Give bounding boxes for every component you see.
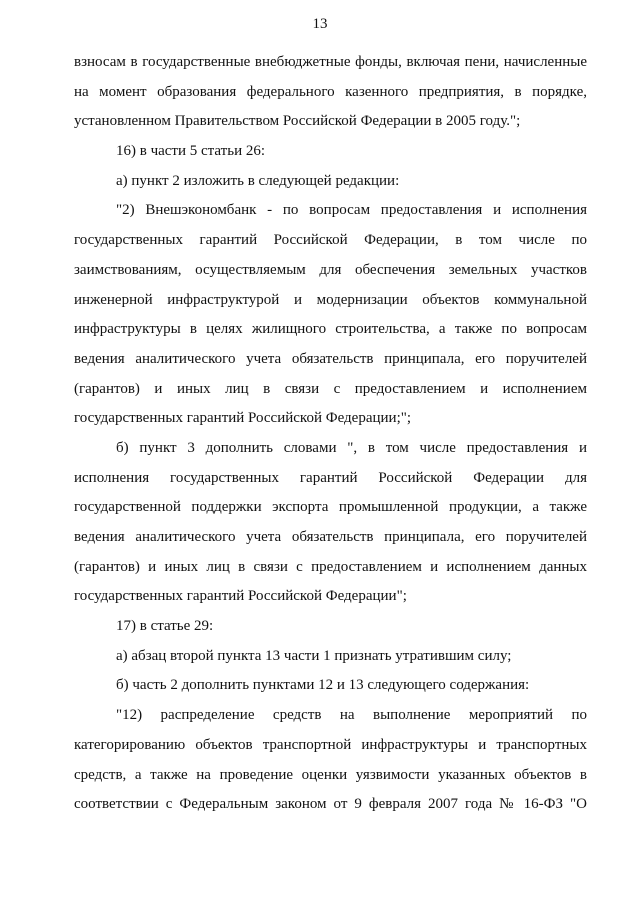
text-line: государственных гарантий Российской Федерации"; xyxy=(74,588,407,605)
text-line: на момент образования федерального казенного предприятия, в порядке, xyxy=(74,83,587,100)
text-line: (гарантов) и иных лиц в связи с предоставлением и исполнением xyxy=(74,380,587,397)
text-line: ведения аналитического учета обязательств принципала, его поручителей xyxy=(74,529,587,545)
text-line: исполнения государственных гарантий Российской Федерации для xyxy=(74,469,587,486)
text-line: б) часть 2 дополнить пунктами 12 и 13 следующего содержания: xyxy=(116,677,530,694)
text-line: взносам в государственные внебюджетные фонды, включая пени, начисленные xyxy=(74,54,587,70)
document-body xyxy=(74,48,587,820)
text-line: инженерной инфраструктурой и модернизации объектов коммунальной xyxy=(74,291,587,308)
text-line: категорированию объектов транспортной инфраструктуры и транспортных xyxy=(74,736,587,753)
text-line: а) пункт 2 изложить в следующей редакции: xyxy=(116,172,400,189)
text-line: установленном Правительством Российской Федерации в 2005 году."; xyxy=(74,113,521,130)
text-line: инфраструктуры в целях жилищного строительства, а также по вопросам xyxy=(74,321,587,338)
text-line: 16) в части 5 статьи 26: xyxy=(116,143,266,160)
text-line: б) пункт 3 дополнить словами ", в том числе предоставления и xyxy=(116,439,587,456)
text-line: (гарантов) и иных лиц в связи с предоставлением и исполнением данных xyxy=(74,558,587,575)
text-line: государственных гарантий Российской Федерации;"; xyxy=(74,410,412,427)
text-line: государственных гарантий Российской Федерации, в том числе по xyxy=(74,232,587,249)
text-line: "12) распределение средств на выполнение мероприятий по xyxy=(116,707,587,724)
text-line: средств, а также на проведение оценки уязвимости указанных объектов в xyxy=(74,766,587,783)
text-line: а) абзац второй пункта 13 части 1 признать утратившим силу; xyxy=(116,647,512,664)
text-line: соответствии с Федеральным законом от 9 февраля 2007 года № 16-ФЗ "О xyxy=(74,796,587,813)
text-line: "2) Внешэкономбанк - по вопросам предоставления и исполнения xyxy=(116,202,587,219)
text-line: государственной поддержки экспорта промышленной продукции, а также xyxy=(74,499,587,516)
text-line: заимствованиям, осуществляемым для обеспечения земельных участков xyxy=(74,261,587,278)
text-line: 17) в статье 29: xyxy=(116,618,214,635)
text-line: ведения аналитического учета обязательств принципала, его поручителей xyxy=(74,350,587,367)
page-number: 13 xyxy=(312,16,328,32)
